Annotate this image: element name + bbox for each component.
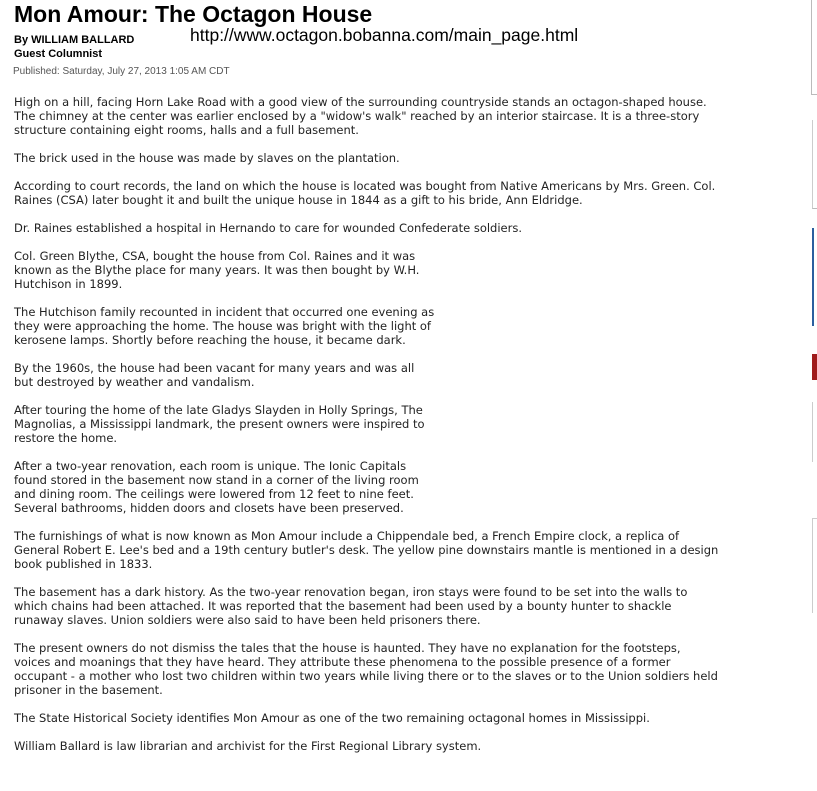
paragraph-13: The State Historical Society identifies Mon Amour as one of the two remaining octagonal homes in Mississippi. — [14, 711, 650, 725]
article-body — [14, 95, 794, 767]
paragraph-10: The furnishings of what is now known as Mon Amour include a Chippendale bed, a French Empire clock, a replica of General Robert E. Lee's bed and a 19th century butler's desk. The yellow pine downstairs mantle is mentioned in a design book published in 1833. — [14, 529, 719, 571]
author-role: Guest Columnist — [14, 48, 103, 60]
paragraph-9: After a two-year renovation, each room is unique. The Ionic Capitals found stored in the basement now stand in a corner of the living room and dining room. The ceilings were lowered from 12 feet to nine feet. Several bathrooms, hidden doors and closets have been preserved. — [14, 459, 419, 515]
paragraph-14: William Ballard is law librarian and archivist for the First Regional Library system. — [14, 739, 482, 753]
paragraph-7: By the 1960s, the house had been vacant for many years and was all but destroyed by weather and vandalism. — [14, 361, 415, 389]
paragraph-8: After touring the home of the late Gladys Slayden in Holly Springs, The Magnolias, a Mississippi landmark, the present owners were inspired to restore the home. — [14, 403, 425, 445]
paragraph-11: The basement has a dark history. As the two-year renovation began, iron stays were found to be set into the walls to which chains had been attached. It was reported that the basement had been used by a bounty hunter to shackle runaway slaves. Union soldiers were also said to have been held prisoners there. — [14, 585, 688, 627]
paragraph-1: High on a hill, facing Horn Lake Road with a good view of the surrounding countryside stands an octagon-shaped house. The chimney at the center was earlier enclosed by a "widow's walk" reached by an interior staircase. It is a three-story structure containing eight rooms, halls and a full basement. — [14, 95, 707, 137]
paragraph-12: The present owners do not dismiss the tales that the house is haunted. They have no explanation for the footsteps, voices and moanings that they have heard. They attribute these phenomena to the possible presence of a former occupant - a mother who lost two children within two years while living there or to the slaves or to the Union soldiers held prisoner in the basement. — [14, 641, 718, 697]
paragraph-3: According to court records, the land on which the house is located was bought from Native Americans by Mrs. Green. Col. Raines (CSA) later bought it and built the unique house in 1844 as a gift to his bride, Ann Eldridge. — [14, 179, 716, 207]
paragraph-4: Dr. Raines established a hospital in Hernando to care for wounded Confederate soldiers. — [14, 221, 523, 235]
right-edge-panel-fragment — [812, 402, 817, 462]
byline — [14, 33, 134, 61]
right-edge-panel-fragment — [812, 120, 817, 209]
right-edge-panel-fragment — [811, 0, 817, 95]
article-title: Mon Amour: The Octagon House — [14, 1, 373, 27]
right-edge-accent-fragment — [812, 228, 817, 326]
right-edge-red-fragment — [812, 354, 817, 380]
paragraph-6: The Hutchison family recounted in incident that occurred one evening as they were approaching the home. The house was bright with the light of kerosene lamps. Shortly before reaching the house, it became dark. — [14, 305, 435, 347]
right-edge-panel-fragment — [812, 518, 817, 613]
author-name: By WILLIAM BALLARD — [14, 34, 135, 46]
paragraph-2: The brick used in the house was made by slaves on the plantation. — [14, 151, 400, 165]
source-url: http://www.octagon.bobanna.com/main_page.html — [190, 25, 579, 45]
paragraph-5: Col. Green Blythe, CSA, bought the house from Col. Raines and it was known as the Blythe place for many years. It was then bought by W.H. Hutchison in 1899. — [14, 249, 420, 291]
published-date: Published: Saturday, July 27, 2013 1:05 AM CDT — [13, 66, 230, 77]
